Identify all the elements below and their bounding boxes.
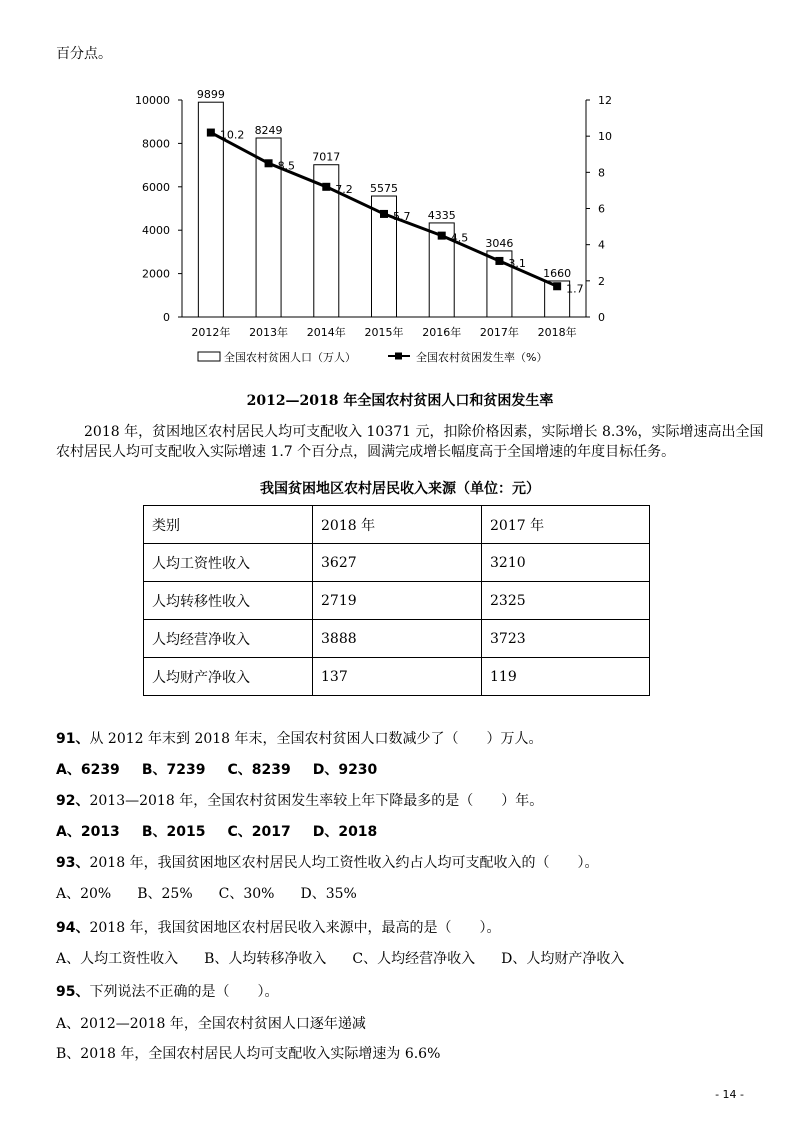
table-header-cell: 类别 bbox=[144, 506, 313, 544]
question-93-options bbox=[56, 884, 383, 904]
bar-label: 3046 bbox=[485, 236, 514, 250]
legend-line-marker bbox=[395, 353, 402, 360]
x-tick-label: 2013年 bbox=[249, 326, 289, 339]
right-tick-label: 4 bbox=[598, 238, 605, 252]
rate-marker bbox=[207, 129, 215, 137]
option-a[interactable]: A、6239 bbox=[56, 762, 120, 778]
table-cell: 137 bbox=[313, 658, 482, 696]
top-text: 百分点。 bbox=[56, 46, 112, 62]
bar-label: 9899 bbox=[196, 88, 225, 102]
table-header-cell: 2017 年 bbox=[482, 506, 650, 544]
x-tick-label: 2015年 bbox=[364, 326, 404, 339]
option-b[interactable]: B、人均转移净收入 bbox=[204, 951, 327, 967]
right-tick-label: 6 bbox=[598, 202, 605, 216]
question-number: 92、 bbox=[56, 793, 90, 809]
left-tick-label: 4000 bbox=[142, 224, 170, 238]
table-cell: 3210 bbox=[482, 544, 650, 582]
left-tick-label: 0 bbox=[163, 311, 170, 324]
rate-marker bbox=[380, 210, 388, 218]
rate-label: 10.2 bbox=[219, 128, 245, 142]
option-c[interactable]: C、2017 bbox=[227, 824, 291, 840]
right-tick-label: 10 bbox=[598, 130, 612, 144]
rate-marker bbox=[438, 232, 446, 240]
option-b[interactable]: B、25% bbox=[137, 886, 193, 902]
poverty-chart bbox=[130, 88, 630, 380]
bar-label: 1660 bbox=[543, 266, 572, 280]
right-tick-label: 2 bbox=[598, 274, 605, 288]
table-cell: 119 bbox=[482, 658, 650, 696]
table-cell: 2325 bbox=[482, 582, 650, 620]
legend-bar-label: 全国农村贫困人口（万人） bbox=[224, 351, 356, 364]
option-a[interactable]: A、2013 bbox=[56, 824, 120, 840]
x-tick-label: 2017年 bbox=[479, 326, 519, 339]
option-a[interactable]: A、20% bbox=[56, 886, 112, 902]
question-94-options bbox=[56, 949, 650, 969]
rate-label: 4.5 bbox=[450, 231, 469, 245]
table-cell: 3723 bbox=[482, 620, 650, 658]
chart-title: 2012—2018 年全国农村贫困人口和贫困发生率 bbox=[246, 393, 554, 409]
question-number: 94、 bbox=[56, 920, 90, 936]
rate-marker bbox=[553, 282, 561, 290]
bar-label: 8249 bbox=[254, 123, 283, 137]
left-tick-label: 2000 bbox=[142, 267, 170, 281]
right-tick-label: 0 bbox=[598, 311, 605, 324]
question-95-option-a[interactable]: A、2012—2018 年，全国农村贫困人口逐年递减 bbox=[56, 1016, 366, 1032]
x-axis-labels bbox=[191, 325, 576, 339]
table-cell: 2719 bbox=[313, 582, 482, 620]
x-tick-label: 2016年 bbox=[422, 326, 462, 339]
table-row bbox=[144, 620, 650, 658]
option-d[interactable]: D、9230 bbox=[312, 762, 378, 778]
question-92 bbox=[56, 791, 543, 811]
question-number: 95、 bbox=[56, 984, 90, 1000]
option-c[interactable]: C、30% bbox=[218, 886, 275, 902]
question-text: 从 2012 年末到 2018 年末，全国农村贫困人口数减少了（ ）万人。 bbox=[89, 731, 543, 747]
question-95 bbox=[56, 982, 278, 1002]
paragraph-line-2: 农村居民人均可支配收入实际增速 1.7 个百分点，圆满完成增长幅度高于全国增速的年度目标任务。 bbox=[56, 444, 676, 460]
option-a[interactable]: A、人均工资性收入 bbox=[56, 951, 179, 967]
table-cell: 人均经营净收入 bbox=[144, 620, 313, 658]
bar-label: 4335 bbox=[427, 208, 456, 222]
right-tick-label: 8 bbox=[598, 166, 605, 180]
question-text: 2013—2018 年，全国农村贫困发生率较上年下降最多的是（ ）年。 bbox=[89, 793, 544, 809]
question-95-option-b[interactable]: B、2018 年，全国农村居民人均可支配收入实际增速为 6.6% bbox=[56, 1046, 441, 1062]
right-axis-ticks bbox=[586, 94, 612, 324]
option-b[interactable]: B、2015 bbox=[141, 824, 206, 840]
option-d[interactable]: D、35% bbox=[300, 886, 357, 902]
question-text: 下列说法不正确的是（ ）。 bbox=[89, 984, 279, 1000]
left-tick-label: 6000 bbox=[142, 180, 170, 194]
table-row bbox=[144, 544, 650, 582]
x-tick-label: 2018年 bbox=[537, 326, 577, 339]
left-tick-label: 10000 bbox=[135, 94, 170, 107]
table-row bbox=[144, 658, 650, 696]
rate-label: 5.7 bbox=[393, 209, 411, 223]
question-91-options bbox=[56, 760, 399, 780]
rate-label: 7.2 bbox=[335, 182, 353, 196]
table-cell: 人均转移性收入 bbox=[144, 582, 313, 620]
question-number: 91、 bbox=[56, 731, 90, 747]
rate-label: 3.1 bbox=[508, 256, 526, 270]
right-tick-label: 12 bbox=[598, 94, 612, 107]
question-92-options bbox=[56, 822, 399, 842]
option-d[interactable]: D、2018 bbox=[312, 824, 378, 840]
table-cell: 人均财产净收入 bbox=[144, 658, 313, 696]
question-93 bbox=[56, 853, 599, 873]
option-d[interactable]: D、人均财产净收入 bbox=[501, 951, 625, 967]
table-cell: 3627 bbox=[313, 544, 482, 582]
paragraph-line-1: 2018 年，贫困地区农村居民人均可支配收入 10371 元，扣除价格因素，实际增长 8.3%，实际增速高出全国 bbox=[84, 424, 764, 440]
question-91 bbox=[56, 729, 543, 749]
legend-bar-swatch bbox=[198, 352, 220, 361]
rate-marker bbox=[322, 183, 330, 191]
question-text: 2018 年，我国贫困地区农村居民人均工资性收入约占人均可支配收入的（ ）。 bbox=[89, 855, 599, 871]
option-b[interactable]: B、7239 bbox=[141, 762, 206, 778]
page-number: - 14 - bbox=[715, 1088, 744, 1101]
question-94 bbox=[56, 918, 501, 938]
question-number: 93、 bbox=[56, 855, 90, 871]
table-cell: 3888 bbox=[313, 620, 482, 658]
option-c[interactable]: C、8239 bbox=[227, 762, 291, 778]
rate-label: 8.5 bbox=[277, 159, 296, 173]
table-row bbox=[144, 582, 650, 620]
left-axis-ticks bbox=[135, 94, 182, 324]
income-table bbox=[143, 505, 650, 696]
x-tick-label: 2012年 bbox=[191, 326, 231, 339]
option-c[interactable]: C、人均经营净收入 bbox=[352, 951, 476, 967]
bar-label: 7017 bbox=[312, 150, 341, 164]
left-tick-label: 8000 bbox=[142, 137, 170, 151]
rate-label: 1.7 bbox=[566, 282, 584, 296]
table-title: 我国贫困地区农村居民收入来源（单位：元） bbox=[260, 481, 540, 497]
legend-line-label: 全国农村贫困发生率（%） bbox=[416, 351, 548, 364]
rate-marker bbox=[495, 257, 503, 265]
table-header-row bbox=[144, 506, 650, 544]
question-text: 2018 年，我国贫困地区农村居民收入来源中，最高的是（ ）。 bbox=[89, 920, 501, 936]
bar-label: 5575 bbox=[370, 182, 398, 196]
table-header-cell: 2018 年 bbox=[313, 506, 482, 544]
x-tick-label: 2014年 bbox=[306, 326, 346, 339]
rate-marker bbox=[265, 159, 273, 167]
table-cell: 人均工资性收入 bbox=[144, 544, 313, 582]
